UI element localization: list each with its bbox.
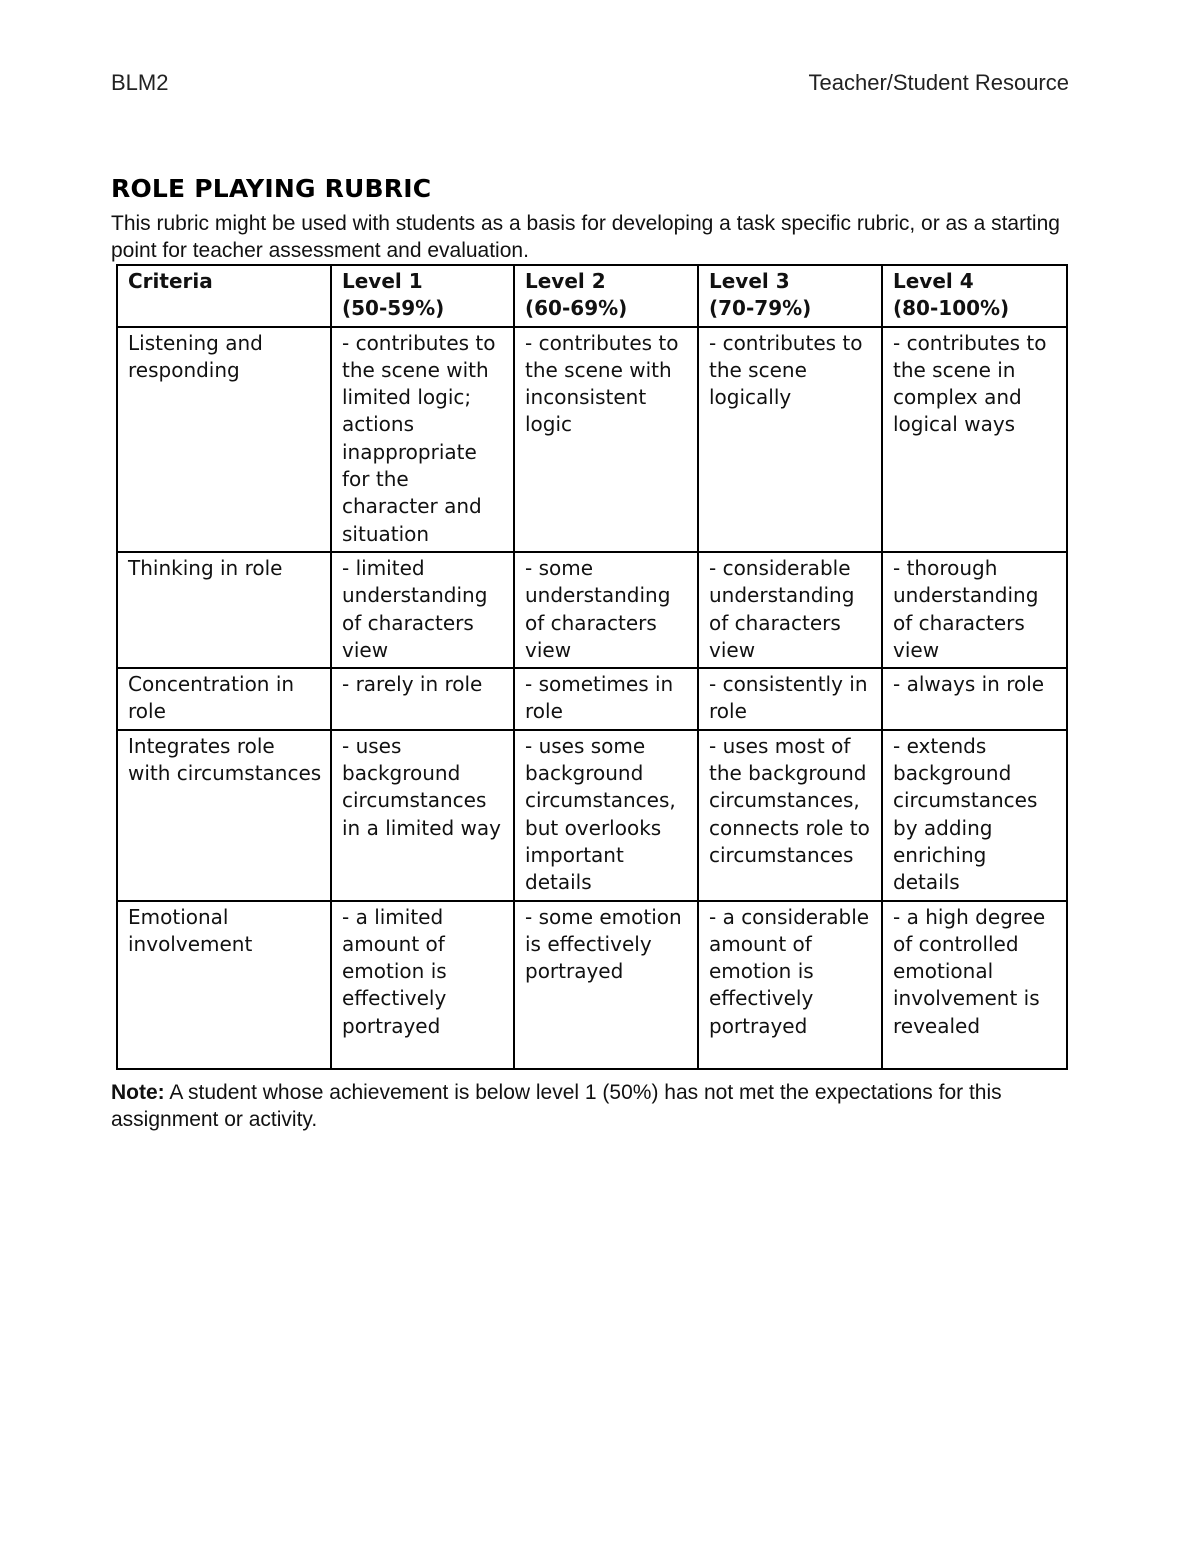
level-3-cell: - uses most of the background circumstances, connects role to circumstances — [698, 730, 882, 901]
rubric-table — [116, 264, 1068, 1070]
level-1-cell: - a limited amount of emotion is effectively portrayed — [331, 901, 514, 1069]
note-paragraph — [111, 1079, 1071, 1133]
header-level-2: Level 2 (60-69%) — [514, 265, 698, 327]
level-2-cell: - some understanding of characters view — [514, 552, 698, 668]
level-3-cell: - contributes to the scene logically — [698, 327, 882, 552]
level-2-cell: - some emotion is effectively portrayed — [514, 901, 698, 1069]
level-3-cell: - a considerable amount of emotion is effectively portrayed — [698, 901, 882, 1069]
header-criteria: Criteria — [117, 265, 331, 327]
table-row — [117, 327, 1067, 552]
note-text: A student whose achievement is below level 1 (50%) has not met the expectations for this assignment or activity. — [111, 1081, 1002, 1131]
criteria-cell: Concentration in role — [117, 668, 331, 730]
table-row — [117, 730, 1067, 901]
level-2-cell: - sometimes in role — [514, 668, 698, 730]
level-3-cell: - considerable understanding of characters view — [698, 552, 882, 668]
level-1-cell: - uses background circumstances in a limited way — [331, 730, 514, 901]
level-1-cell: - rarely in role — [331, 668, 514, 730]
page-title: ROLE PLAYING RUBRIC — [111, 174, 432, 203]
level-2-cell: - contributes to the scene with inconsistent logic — [514, 327, 698, 552]
header-level-4: Level 4 (80-100%) — [882, 265, 1067, 327]
table-row — [117, 668, 1067, 730]
level-4-cell: - thorough understanding of characters view — [882, 552, 1067, 668]
criteria-cell: Integrates role with circumstances — [117, 730, 331, 901]
page-header — [111, 70, 1069, 96]
level-4-cell: - contributes to the scene in complex and logical ways — [882, 327, 1067, 552]
header-left: BLM2 — [111, 70, 169, 95]
criteria-cell: Emotional involvement — [117, 901, 331, 1069]
level-3-cell: - consistently in role — [698, 668, 882, 730]
criteria-cell: Thinking in role — [117, 552, 331, 668]
criteria-cell: Listening and responding — [117, 327, 331, 552]
table-row — [117, 901, 1067, 1069]
note-label: Note: — [111, 1081, 165, 1104]
level-4-cell: - always in role — [882, 668, 1067, 730]
level-2-cell: - uses some background circumstances, but overlooks important details — [514, 730, 698, 901]
table-row — [117, 552, 1067, 668]
header-level-1: Level 1 (50-59%) — [331, 265, 514, 327]
level-4-cell: - extends background circumstances by adding enriching details — [882, 730, 1067, 901]
level-1-cell: - limited understanding of characters view — [331, 552, 514, 668]
header-right: Teacher/Student Resource — [808, 70, 1069, 95]
header-level-3: Level 3 (70-79%) — [698, 265, 882, 327]
level-4-cell: - a high degree of controlled emotional involvement is revealed — [882, 901, 1067, 1069]
table-header-row — [117, 265, 1067, 327]
level-1-cell: - contributes to the scene with limited logic; actions inappropriate for the character and situation — [331, 327, 514, 552]
intro-paragraph: This rubric might be used with students as a basis for developing a task specific rubric, or as a starting point for teacher assessment and evaluation. — [111, 212, 1060, 262]
